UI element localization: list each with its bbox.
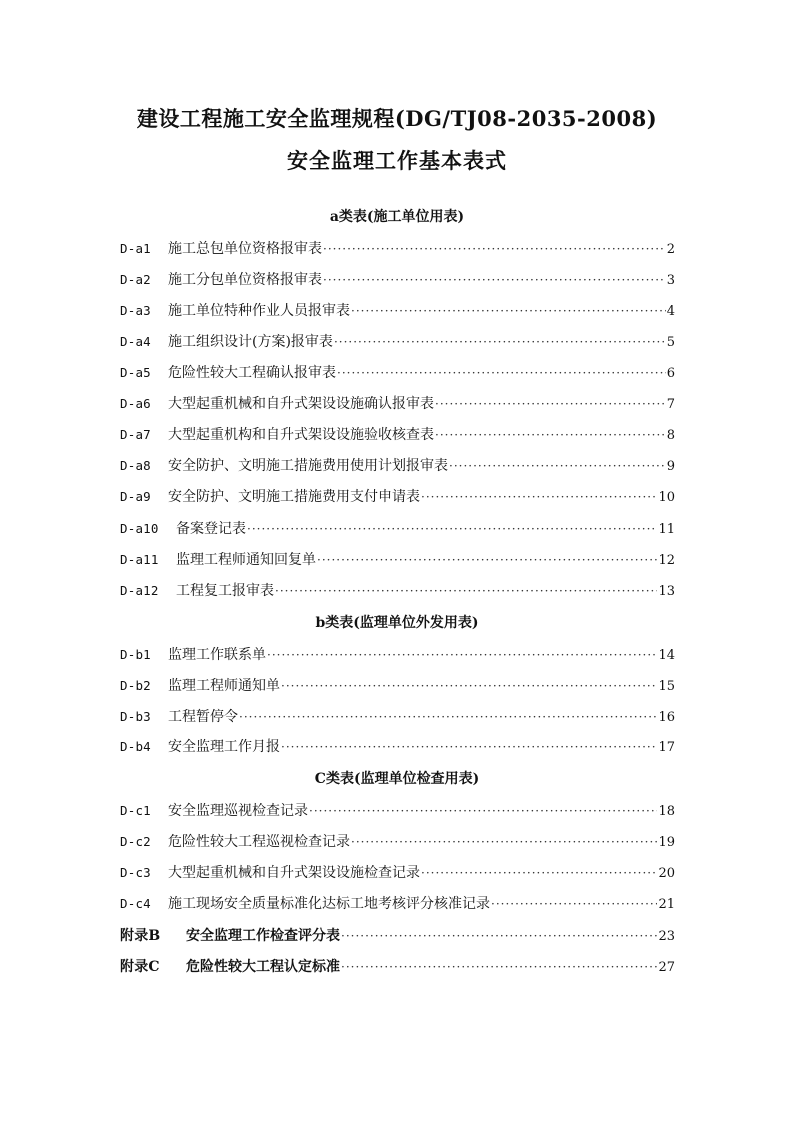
dot-leader [341,960,657,974]
entry-name: 监理工程师通知单 [168,678,280,694]
entry-name: 施工现场安全质量标准化达标工地考核评分核准记录 [168,896,490,912]
entry-code: D-b1 [120,647,151,662]
entry-page: 16 [658,710,675,725]
toc-entry-appendix [120,956,675,976]
entry-code: D-a11 [120,552,159,567]
entry-page: 11 [658,522,675,537]
entry-page: 17 [658,740,675,755]
dot-leader [281,740,657,754]
entry-name: 施工组织设计(方案)报审表 [168,334,333,350]
toc-entry [120,644,675,664]
section-heading-b: b类表(监理单位外发用表) [315,615,479,631]
dot-leader [337,366,666,380]
toc-entry-appendix [120,925,675,945]
toc-entry [120,269,675,289]
entry-page: 2 [666,242,675,257]
toc-entry [120,424,675,444]
entry-code: D-a9 [120,489,151,504]
toc-entry [120,518,675,538]
toc-entry [120,300,675,320]
entry-code: D-a3 [120,303,151,318]
entry-code: D-a6 [120,396,151,411]
entry-name: 危险性较大工程确认报审表 [168,365,336,381]
entry-page: 7 [666,397,675,412]
entry-code: D-a1 [120,241,151,256]
dot-leader [267,648,657,662]
entry-name: 监理工程师通知回复单 [176,552,316,568]
dot-leader [351,835,657,849]
dot-leader [435,397,666,411]
dot-leader [491,897,657,911]
toc-entry [120,580,675,600]
entry-name: 安全防护、文明施工措施费用支付申请表 [168,489,420,505]
toc-entry [120,800,675,820]
toc-entry [120,331,675,351]
dot-leader [281,679,657,693]
dot-leader [435,428,666,442]
entry-name: 施工分包单位资格报审表 [168,272,322,288]
entry-code: D-c1 [120,803,151,818]
section-heading-c: C类表(监理单位检查用表) [314,771,480,787]
toc-entry [120,675,675,695]
entry-page: 12 [658,553,675,568]
entry-code: D-c3 [120,865,151,880]
toc-entry [120,486,675,506]
entry-name: 安全监理工作月报 [168,739,280,755]
dot-leader [309,804,657,818]
toc-entry [120,362,675,382]
entry-page: 27 [658,960,675,975]
dot-leader [334,335,666,349]
toc-entry [120,238,675,258]
entry-code: D-a2 [120,272,151,287]
entry-code: D-a4 [120,334,151,349]
dot-leader [323,242,666,256]
dot-leader [421,866,657,880]
toc-entry [120,831,675,851]
toc-entry [120,549,675,569]
toc-entry [120,455,675,475]
dot-leader [341,929,657,943]
appendix-code: 附录C [120,959,160,975]
dot-leader [323,273,666,287]
entry-page: 8 [666,428,675,443]
entry-name: 工程暂停令 [168,709,238,725]
entry-page: 18 [658,804,675,819]
entry-page: 9 [666,459,675,474]
entry-page: 13 [658,584,675,599]
entry-code: D-a5 [120,365,151,380]
entry-name: 备案登记表 [176,521,246,537]
entry-code: D-a10 [120,521,159,536]
toc-entry [120,393,675,413]
entry-page: 4 [666,304,675,319]
dot-leader [317,553,657,567]
entry-name: 大型起重机械和自升式架设设施确认报审表 [168,396,434,412]
entry-page: 21 [658,897,675,912]
entry-name: 安全监理巡视检查记录 [168,803,308,819]
entry-code: D-b3 [120,709,151,724]
document-title: 建设工程施工安全监理规程(DG/TJ08-2035-2008) [136,106,658,131]
dot-leader [239,710,657,724]
entry-code: D-c2 [120,834,151,849]
dot-leader [247,522,657,536]
entry-page: 15 [658,679,675,694]
toc-entry [120,736,675,756]
section-heading-a: a类表(施工单位用表) [329,209,465,225]
entry-code: D-b4 [120,739,151,754]
entry-name: 施工总包单位资格报审表 [168,241,322,257]
dot-leader [449,459,666,473]
toc-entry [120,706,675,726]
entry-name: 大型起重机械和自升式架设设施检查记录 [168,865,420,881]
toc-entry [120,893,675,913]
appendix-name: 危险性较大工程认定标准 [186,959,340,975]
entry-page: 6 [666,366,675,381]
appendix-name: 安全监理工作检查评分表 [186,928,340,944]
entry-page: 14 [658,648,675,663]
entry-page: 19 [658,835,675,850]
entry-name: 危险性较大工程巡视检查记录 [168,834,350,850]
entry-name: 施工单位特种作业人员报审表 [168,303,350,319]
dot-leader [351,304,666,318]
appendix-code: 附录B [120,928,161,944]
entry-page: 23 [658,929,675,944]
entry-name: 安全防护、文明施工措施费用使用计划报审表 [168,458,448,474]
entry-code: D-a12 [120,583,159,598]
entry-name: 工程复工报审表 [176,583,274,599]
entry-page: 20 [658,866,675,881]
entry-code: D-a7 [120,427,151,442]
entry-page: 10 [658,490,675,505]
entry-code: D-a8 [120,458,151,473]
entry-code: D-c4 [120,896,151,911]
toc-entry [120,862,675,882]
document-subtitle: 安全监理工作基本表式 [287,148,507,173]
entry-code: D-b2 [120,678,151,693]
entry-page: 5 [666,335,675,350]
dot-leader [421,490,657,504]
entry-page: 3 [666,273,675,288]
dot-leader [275,584,657,598]
entry-name: 大型起重机构和自升式架设设施验收核查表 [168,427,434,443]
entry-name: 监理工作联系单 [168,647,266,663]
